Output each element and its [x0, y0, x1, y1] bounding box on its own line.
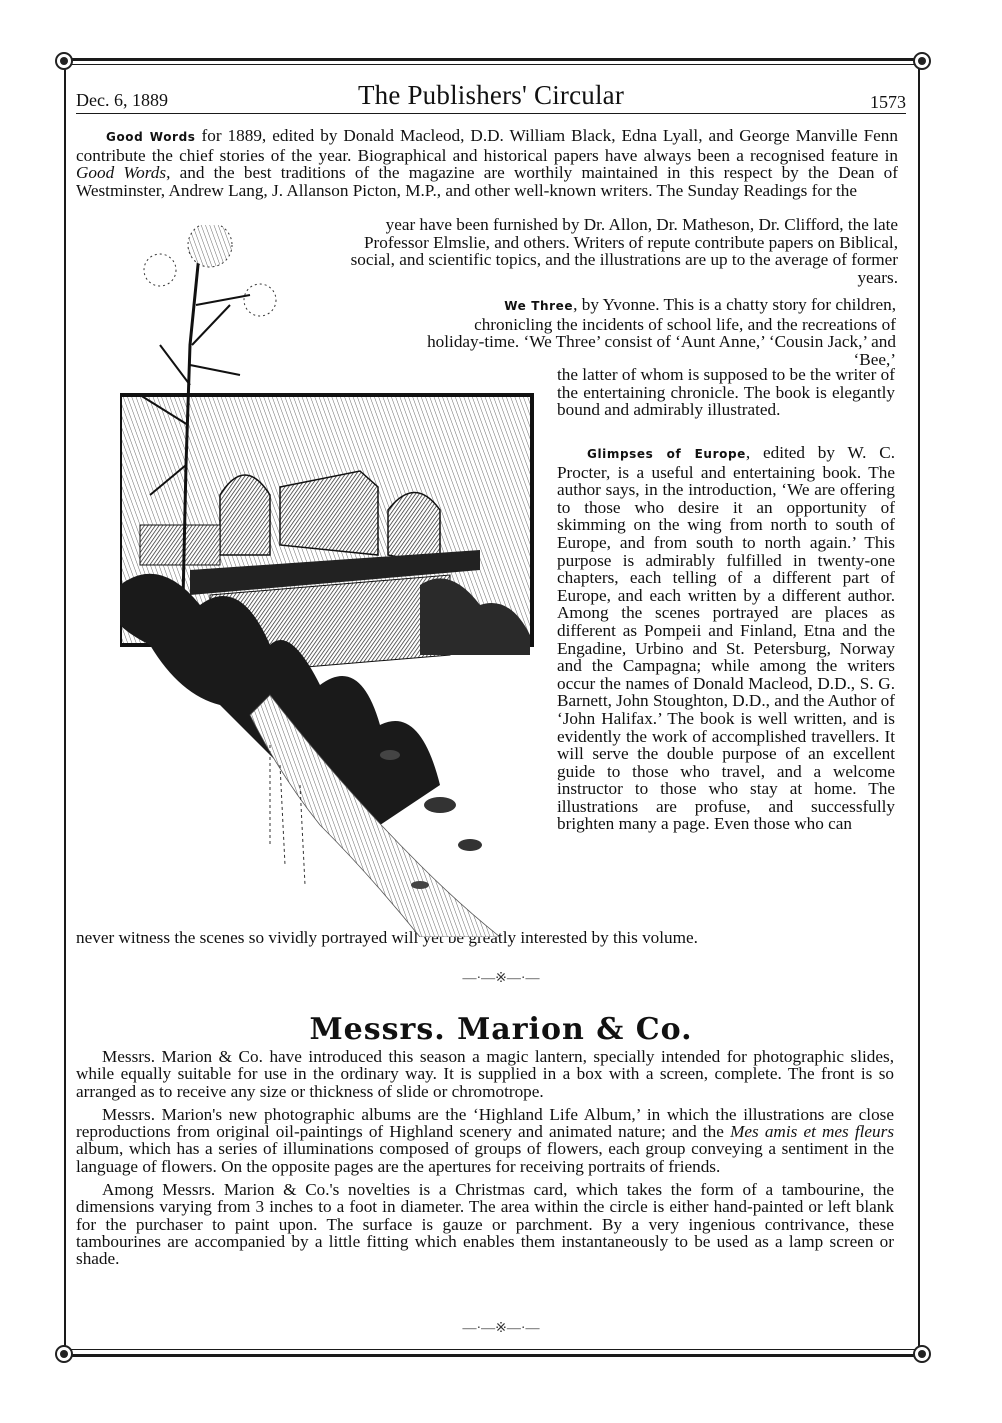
marion-paragraph: Messrs. Marion & Co. have introduced this season a magic lantern, specially intended for photographic slides, while equally suitable for use in the ordinary way. It is supplied in a box with a screen, complete. The front is so arranged as to receive any size or thickness of slide or chromotrope.	[76, 1047, 894, 1101]
glimpses-final-line: never witness the scenes so vividly portrayed will yet be greatly interested by this volume.	[76, 928, 698, 947]
corner-ornament-icon	[55, 1345, 73, 1363]
good-words-review: Good Words for 1889, edited by Donald Macleod, D.D. William Black, Edna Lyall, and George Manville Fenn contribute the chief stories of the year. Biographical and historical papers have always been a recognised feature in Good Words, and the best traditions of the magazine are worthily maintained in this respect by the Dean of Westminster, Andrew Lang, J. Allanson Picton, M.P., and other well-known writers. The Sunday Readings for the	[76, 126, 899, 200]
section-heading: Messrs. Marion & Co.	[309, 1012, 693, 1047]
page-number: 1573	[870, 92, 906, 112]
top-border-rule	[60, 58, 926, 61]
journal-title: The Publishers' Circular	[357, 80, 625, 110]
corner-ornament-icon	[913, 52, 931, 70]
marion-paragraph: Among Messrs. Marion & Co.'s novelties is a Christmas card, which takes the form of a tambourine, the dimensions varying from 3 inches to a foot in diameter. The area within the circle is either hand-painted or left blank for the purchaser to paint upon. The surface is gauze or parchment. By a very ingenious contrivance, these tambourines are accompanied by a little fitting which enables them instantaneously to be used as a lamp screen or shade.	[76, 1180, 894, 1269]
right-border-rule	[918, 58, 920, 1360]
running-header	[76, 80, 906, 114]
closing-separator: —·—※—·—	[462, 1321, 540, 1336]
we-three-review: We Three, by Yvonne. This is a chatty story for children, chronicling the incidents of school life, and the recreations of holiday-time. ‘We Three’ consist of ‘Aunt Anne,’ ‘Cousin Jack,’ and ‘Bee,’	[427, 295, 896, 369]
top-border-rule-thin	[60, 64, 926, 65]
bottom-border-rule-thick	[60, 1354, 926, 1357]
bottom-border-rule	[60, 1349, 926, 1350]
good-words-lead: Good Words	[106, 130, 196, 144]
issue-date: Dec. 6, 1889	[76, 90, 168, 110]
we-three-lead: We Three	[504, 299, 574, 313]
section-separator: —·—※—·—	[462, 971, 540, 986]
good-words-review-continued: year have been furnished by Dr. Allon, Dr. Matheson, Dr. Clifford, the late Professor Elmslie, and others. Writers of repute contribute papers on Biblical, social, and scientific topics, and the illustrations are up to the average of former years.	[350, 215, 898, 287]
corner-ornament-icon	[913, 1345, 931, 1363]
engraving-illustration	[120, 225, 540, 937]
album-title: Mes amis et mes fleurs	[730, 1122, 895, 1142]
marion-article	[76, 1048, 894, 1274]
corner-ornament-icon	[55, 52, 73, 70]
marion-paragraph: Messrs. Marion's new photographic albums are the ‘Highland Life Album,’ in which the illustrations are close reproductions from original oil-paintings of Highland scenery and animated nature; and the Mes amis et mes fleurs album, which has a series of illuminations composed of groups of flowers, each group conveying a sentiment in the language of flowers. On the opposite pages are the apertures for receiving portraits of friends.	[76, 1104, 895, 1176]
left-border-rule	[64, 58, 66, 1360]
glimpses-lead: Glimpses of Europe	[587, 447, 746, 461]
we-three-review-continued: the latter of whom is supposed to be the writer of the entertaining chronicle. The book is elegantly bound and admirably illustrated.	[557, 365, 895, 420]
good-words-title: Good Words	[76, 163, 167, 183]
glimpses-of-europe-review: Glimpses of Europe, edited by W. C. Procter, is a useful and entertaining book. The author says, in the introduction, ‘We are offering to those who desire it an opportunity of skimming on the wing from north to south of Europe, and from south to north again.’ This purpose is admirably fulfilled in twenty-one chapters, each telling of a different part of Europe, and each written by a different author. Among the scenes portrayed are places as different as Pompeii and Finland, Etna and the Engadine, Urbino and St. Petersburg, Norway and the Campagna; while among the writers occur the names of Donald Macleod, D.D., S. G. Barnett, John Stoughton, D.D., and the Author of ‘John Halifax.’ The book is well written, and is evidently the work of accomplished travellers. It will serve the double purpose of an excellent guide to those who travel, and a welcome instructor to those who stay at home. The illustrations are profuse, and successfully brighten many a page. Even those who can	[557, 443, 895, 834]
